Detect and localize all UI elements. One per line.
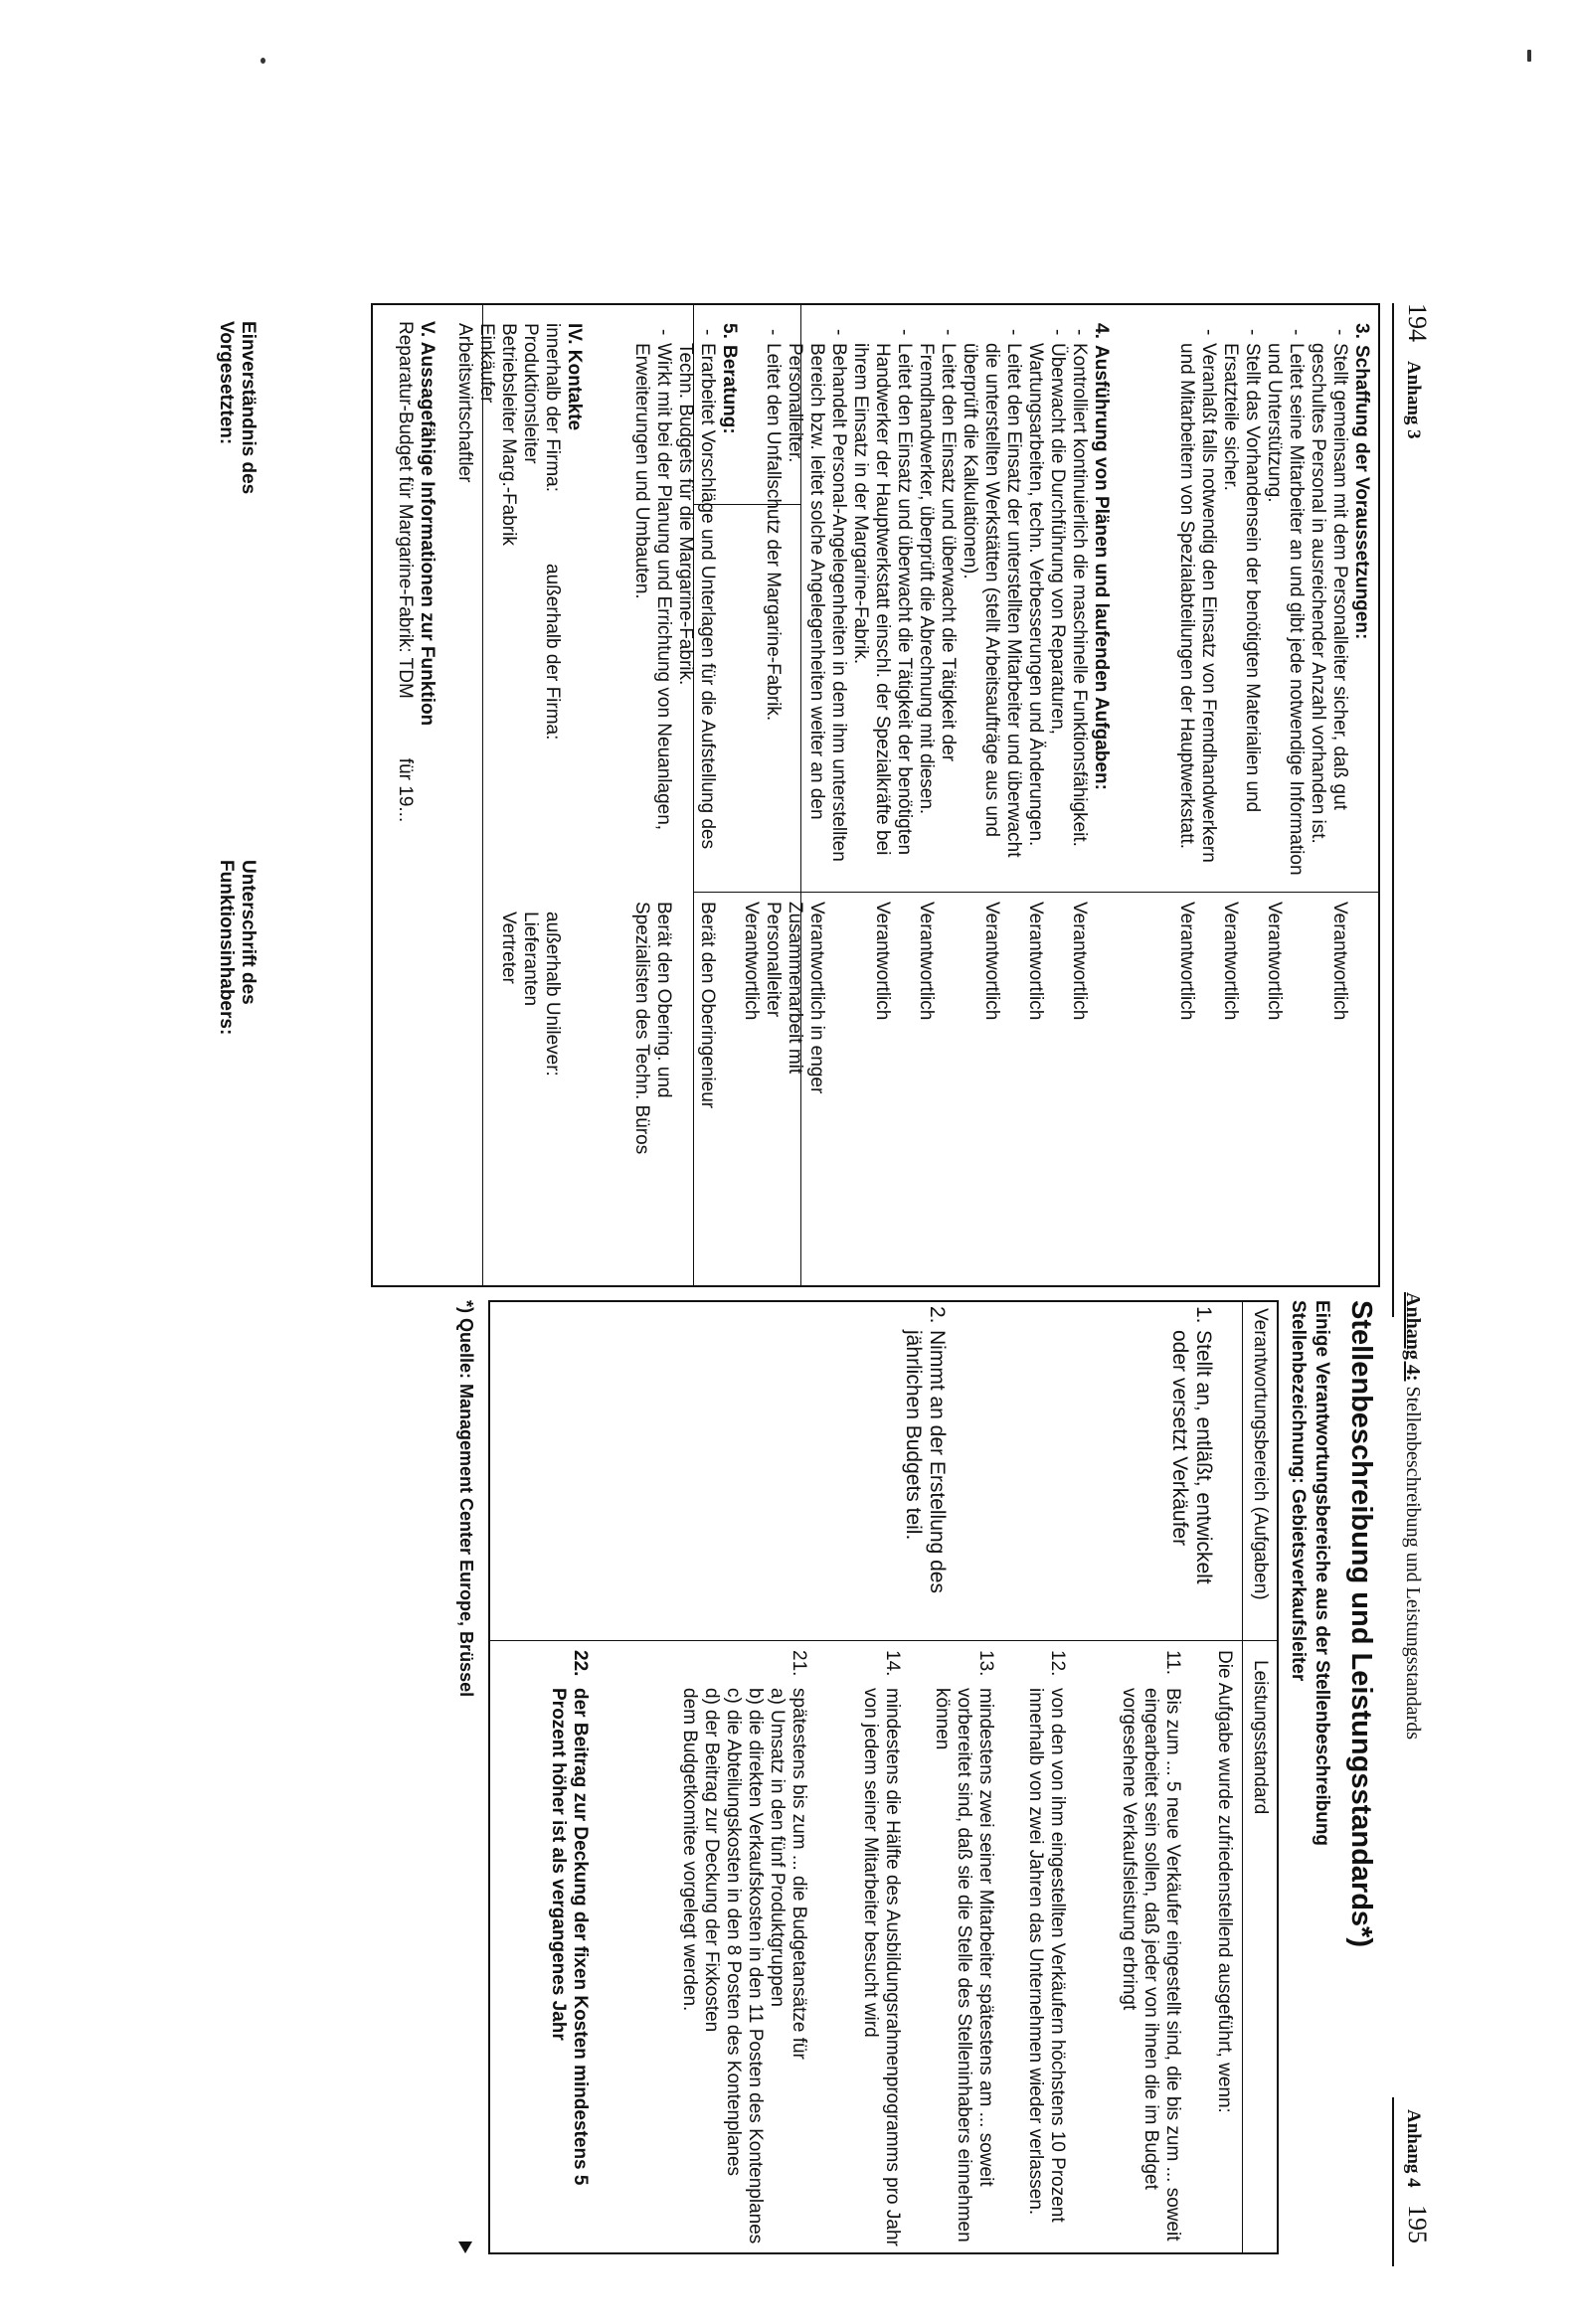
responsibility: Verantwortlich — [1176, 902, 1197, 1021]
annex-heading: Anhang 4: Stellenbeschreibung und Leistungsstandards — [1402, 1292, 1424, 1740]
task-item: - Stellt gemeinsam mit dem Personalleiter sicher, daß gut geschultes Personal in ausreichender Anzahl vorhanden ist. — [1307, 323, 1350, 880]
standard-item: 14. mindestens die Hälfte des Ausbildungsrahmenprogramms pro Jahr von jedem seiner Mitarbeiter besucht wird — [860, 1650, 903, 2246]
subtitle: Einige Verantwortungsbereiche aus der Stellenbeschreibung — [1312, 1300, 1332, 1847]
standard-item: 12. von den von ihm eingestellten Verkäufern höchstens 10 Prozent innerhalb von zwei Jahren das Unternehmen wieder verlassen. — [1025, 1650, 1068, 2223]
responsibility: Verantwortlich — [741, 902, 762, 1021]
responsibility: Verantwortlich — [1025, 902, 1046, 1021]
responsibility: Verantwortlich — [1069, 902, 1090, 1021]
standards-intro: Die Aufgabe wurde zufriedenstellend ausgeführt, wenn: — [1214, 1650, 1235, 2113]
task-item: - Leitet den Einsatz und überwacht die Tätigkeit der benötigten Handwerker der Hauptwerkstatt einschl. der Spezialkräfte bei ihrem Einsatz in der Margarine-Fabrik. — [849, 323, 915, 880]
task-item: - Wirkt mit bei der Planung und Errichtung von Neuanlagen, Erweiterungen und Umbauten. — [630, 323, 674, 880]
column-divider — [490, 1640, 1277, 1641]
standard-subitem: a) Umsatz in den fünf Produktgruppen — [767, 1688, 788, 2007]
supervisor-signature: Einverständnis des Vorgesetzten: — [216, 321, 259, 495]
internal-label: innerhalb der Firma: — [542, 323, 563, 493]
unilever-contacts — [497, 912, 563, 1077]
page-number: 194 — [1403, 303, 1432, 342]
task-item: - Stellt das Vorhandensein der benötigten Materialien und Ersatzteile sicher. — [1219, 323, 1263, 880]
page-195 — [378, 1292, 1432, 2266]
page-header — [1396, 303, 1432, 1297]
column-header: Verantwortungsbereich (Aufgaben) — [1250, 1308, 1271, 1600]
responsibility: Verantwortlich in enger Zusammenarbeit mit Personalleiter — [763, 902, 827, 1094]
header-rule — [1392, 303, 1394, 1317]
scan-speck — [1527, 50, 1531, 62]
responsibility: Verantwortlich — [872, 902, 893, 1021]
header-rule — [1392, 2097, 1394, 2266]
source-footnote: *) Quelle: Management Center Europe, Brüssel — [456, 1300, 476, 1698]
standard-item: 13. mindestens zwei seiner Mitarbeiter spätestens am ... soweit vorbereitet sind, daß sie die Stelle des Stelleninhabers einnehmen können — [932, 1650, 996, 2242]
standard-item: 21. spätestens bis zum ... die Budgetansätze für a) Umsatz in den fünf Produktgruppen b) die direkten Verkaufskosten in den 11 Posten des Kontenplanes c) die Abteilungskosten in den 8 Posten des Kontenplanes d) der Beitrag zur Deckung der Fixkosten dem Budgetkomitee vorgelegt werden. — [678, 1650, 809, 2246]
task-item: 2. Nimmt an der Erstellung des jährlichen Budgets teil. — [902, 1306, 949, 1593]
column-header: Leistungsstandard — [1250, 1660, 1271, 1815]
header-divider — [1242, 1302, 1243, 2252]
page-header — [1396, 1292, 1432, 2266]
task-item: - Überwacht die Durchführung von Reparaturen, Wartungsarbeiten, techn. Verbesserungen und Änderungen. — [1024, 323, 1068, 880]
task-item: - Leitet den Unfallschutz der Margarine-Fabrik. — [762, 323, 784, 880]
contact-item: Lieferanten — [520, 912, 541, 1007]
column-divider — [801, 892, 1378, 893]
kontakte-section — [453, 323, 585, 546]
responsibility: Verantwortlich — [1329, 902, 1350, 1021]
page-title: Stellenbeschreibung und Leistungsstandards*) — [1345, 1300, 1377, 1947]
page-number: 195 — [1403, 2205, 1432, 2243]
responsibility: Verantwortlich — [916, 902, 937, 1021]
section-heading: IV. Kontakte — [564, 323, 585, 431]
task-item: - Leitet den Einsatz der unterstellten Mitarbeiter und überwacht die unterstellten Werkstätten (stellt Arbeitsaufträge aus und überprüft die Kalkulationen). — [959, 323, 1024, 880]
section-heading: V. Aussagefähige Informationen zur Funktion — [417, 321, 438, 727]
column-divider — [694, 892, 801, 893]
task-item: - Leitet seine Mitarbeiter an und gibt jede notwendige Information und Unterstützung. — [1263, 323, 1307, 880]
section-5 — [630, 323, 740, 880]
contact-item: Produktionsleiter — [520, 323, 541, 464]
unilever-label: außerhalb Unilever: — [542, 912, 563, 1077]
task-item: - Leitet den Einsatz und überwacht die Tätigkeit der Fremdhandwerker, überprüft die Abrechnung mit diesen. — [915, 323, 959, 880]
job-title: Stellenbezeichnung: Gebietsverkaufsleiter — [1288, 1300, 1309, 1682]
responsibility: Verantwortlich — [981, 902, 1002, 1021]
standard-item: 11. Bis zum ... 5 neue Verkäufer eingestellt sind, die bis zum ... soweit eingearbeitet sein sollen, daß jeder von ihnen die im Budget vorgesehene Verkaufsleistung erbringt — [1119, 1650, 1183, 2241]
holder-signature: Unterschrift des Funktionsinhabers: — [216, 860, 259, 1036]
task-item: - Veranlaßt falls notwendig den Einsatz von Fremdhandwerkern und Mitarbeitern von Spezialabteilungen der Hauptwerkstatt. — [1175, 323, 1219, 880]
section-heading: 3.Schaffung der Voraussetzungen: — [1351, 323, 1372, 640]
continue-arrow-icon — [458, 2241, 472, 2253]
header-label: Anhang 4 — [1403, 2109, 1424, 2188]
performance-standards-table — [488, 1300, 1279, 2254]
job-description-table — [371, 303, 1380, 1287]
contact-item: Arbeitswirtschaftler — [454, 323, 475, 483]
budget-line: Reparatur-Budget für Margarine-Fabrik: TDMfür 19... — [395, 321, 416, 823]
standard-subitem: b) die direkten Verkaufskosten in den 11 Posten des Kontenplanes — [745, 1688, 766, 2244]
standard-subitem: c) die Abteilungskosten in den 8 Posten des Kontenplanes — [723, 1688, 744, 2177]
responsibility: Berät den Obering. und Spezialisten des Techn. Büros — [631, 902, 674, 1155]
section-heading: 4.Ausführung von Plänen und laufenden Aufgaben: — [1091, 323, 1112, 790]
task-item: - Erarbeitet Vorschläge und Unterlagen für die Aufstellung des Techn. Budgets für die Margarine-Fabrik. — [674, 323, 718, 880]
contact-item: Betriebsleiter Marg.-Fabrik — [498, 323, 519, 546]
standard-item: 22. der Beitrag zur Deckung der fixen Kosten mindestens 5 Prozent höher ist als vergangenes Jahr — [548, 1650, 591, 2186]
section-heading: 5.Beratung: — [719, 323, 740, 434]
responsibility: Verantwortlich — [1220, 902, 1241, 1021]
external-label: außerhalb der Firma: — [542, 564, 563, 741]
header-label: Anhang 3 — [1403, 361, 1424, 439]
contact-item: Einkäufer — [476, 323, 497, 404]
scan-speck — [261, 58, 265, 64]
responsibility: Verantwortlich — [1264, 902, 1285, 1021]
contact-item: Vertreter — [498, 912, 519, 984]
page-194 — [189, 303, 1432, 1297]
section-3 — [1175, 323, 1372, 880]
task-item: - Behandelt Personal-Angelegenheiten in dem ihm unterstellten Bereich bzw. leitet solche Angelegenheiten weiter an den Personalleiter. — [784, 323, 849, 880]
task-item: - Kontrolliert kontinuierlich die maschinelle Funktionsfähigkeit. — [1068, 323, 1090, 880]
task-item: 1. Stellt an, entläßt, entwickelt oder versetzt Verkäufer — [1168, 1306, 1215, 1584]
aussagefaehige-section — [394, 321, 438, 1216]
responsibility: Berät den Oberingenieur — [697, 902, 718, 1109]
section-4 — [762, 323, 1112, 880]
standard-subitem: d) der Beitrag zur Deckung der Fixkosten — [701, 1688, 722, 2033]
